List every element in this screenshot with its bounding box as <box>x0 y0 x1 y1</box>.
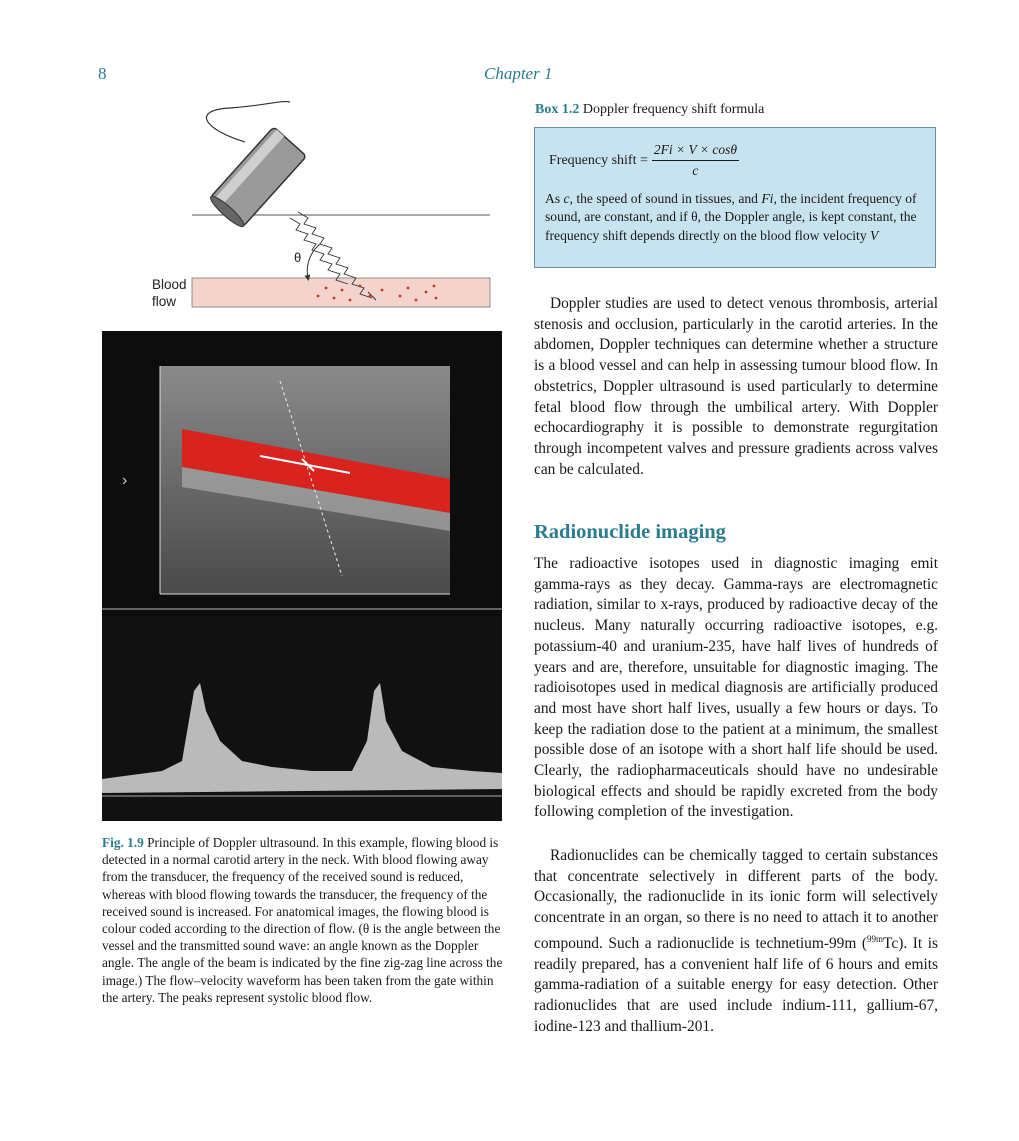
page-number: 8 <box>98 64 107 83</box>
blood-flow-label-1: Blood <box>152 277 187 292</box>
doppler-diagram <box>150 100 510 315</box>
running-head: Chapter 1 <box>484 64 553 83</box>
svg-text:›: › <box>122 472 128 489</box>
formula-numerator: 2Fi × V × cosθ <box>652 142 739 161</box>
formula-lhs: Frequency shift = <box>549 152 648 168</box>
figure-caption <box>102 834 504 1006</box>
transducer-icon <box>208 127 307 230</box>
box-text: As c, the speed of sound in tissues, and Fi, the incident frequency of sound, are constant, and if θ, the Doppler angle, is kept constant, the frequency shift depends directly on the blood flow velocity V <box>545 191 917 243</box>
theta-label: θ <box>294 250 302 265</box>
doppler-formula <box>549 142 739 179</box>
formula-denominator: c <box>692 163 699 178</box>
box-title-text: Doppler frequency shift formula <box>582 102 765 117</box>
figure-label: Fig. 1.9 <box>102 835 144 850</box>
vessel <box>192 278 490 307</box>
paragraph-doppler-studies: Doppler studies are used to detect venous thrombosis, arterial stenosis and occlusion, particularly in the carotid arteries. In the abdomen, Doppler techniques can determine whether a structure is a blood vessel and can help in assessing tumour blood flow. In obstetrics, Doppler ultrasound is used particularly to determine fetal blood flow through the umbilical artery. With Doppler echocardiography it is possible to demonstrate regurgitation through incompetent valves and pressure gradients across valves can be calculated. <box>534 295 938 478</box>
box-title <box>535 102 764 118</box>
section-heading: Radionuclide imaging <box>534 521 726 543</box>
paragraph-radioactive-isotopes: The radioactive isotopes used in diagnostic imaging emit gamma-rays as they decay. Gamma-rays are electromagnetic radiation, similar to x-rays, produced by radioactive decay of the nucleus. Many naturally occurring radioactive isotopes, e.g. potassium-40 and uranium-235, have half lives of hundreds of years and are, therefore, unsuitable for diagnostic imaging. The radioisotopes used in medical diagnosis are artificially produced and most have short half lives, usually a few hours or days. To keep the radiation dose to the patient at a minimum, the smallest possible dose of an isotope with a short half life should be used. Clearly, the radiopharmaceuticals should have no undesirable biological effects and should be rapidly excreted from the body following completion of the investigation. <box>534 555 938 821</box>
figure-caption-text: Principle of Doppler ultrasound. In this example, flowing blood is detected in a normal carotid artery in the neck. With blood flowing away from the transducer, the frequency of the received sound is reduced, whereas with blood flowing towards the transducer, the frequency of the received sound is increased. For anatomical images, the flowing blood is colour coded according to the direction of flow. (θ is the angle between the vessel and the transmitted sound wave: an angle known as the Doppler angle. The angle of the beam is indicated by the fine zig-zag line across the image.) The flow–velocity waveform has been taken from the gate within the artery. The peaks represent systolic blood flow. <box>102 835 503 1005</box>
paragraph-radionuclides: Radionuclides can be chemically tagged to certain substances that concentrate selectively in different parts of the body. Occasionally, the radionuclide in its ionic form will selectively concentrate in an organ, so there is no need to attach it to another compound. Such a radionuclide is technetium-99m ($^{99m}$Tc). It is readily prepared, has a convenient half life of 6 hours and emits gamma-radiation of a suitable energy for easy detection. Other radionuclides that are used include indium-111, gallium-67, iodine-123 and thallium-201. <box>534 847 938 1035</box>
theta-arc <box>307 244 320 278</box>
blood-flow-label-2: flow <box>152 294 177 309</box>
formula-box <box>534 127 936 268</box>
doppler-ultrasound-image <box>102 331 502 821</box>
box-label: Box 1.2 <box>535 102 580 117</box>
